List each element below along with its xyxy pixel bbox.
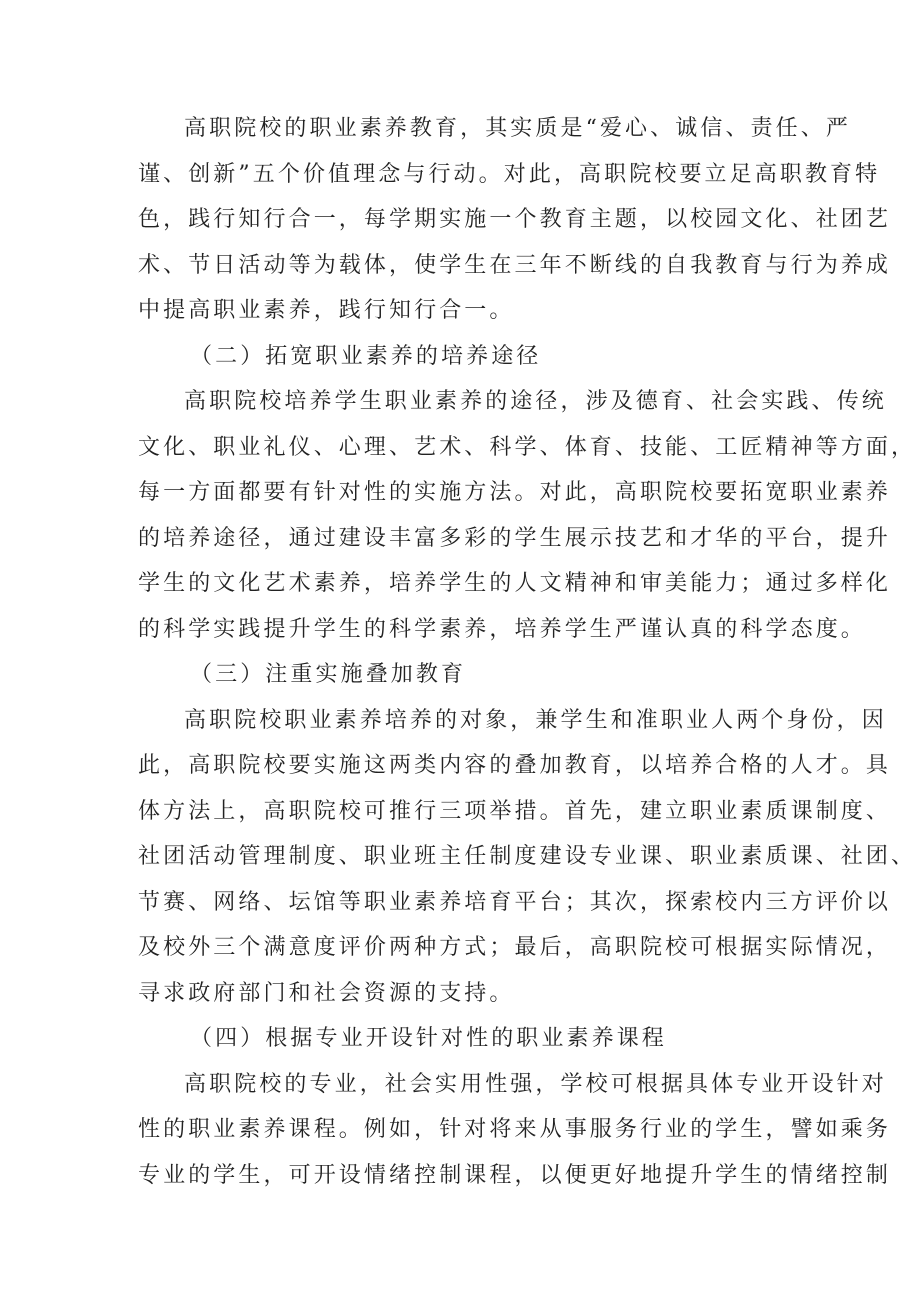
text-line: 节赛、网络、坛馆等职业素养培育平台；其次，探索校内三方评价以: [138, 889, 892, 915]
text-line: 学生的文化艺术素养，培养学生的人文精神和审美能力；通过多样化: [138, 571, 892, 596]
text-line: 专业的学生，可开设情绪控制课程，以便更好地提升学生的情绪控制: [138, 1162, 892, 1188]
text-line: 谨、创新”五个价值理念与行动。对此，高职院校要立足高职教育特: [138, 161, 881, 187]
text-line: 寻求政府部门和社会资源的支持。: [138, 980, 515, 1006]
text-line: 体方法上，高职院校可推行三项举措。首先，建立职业素质课制度、: [138, 798, 892, 824]
text-line: 及校外三个满意度评价两种方式；最后，高职院校可根据实际情况，: [138, 935, 892, 960]
text-line: 术、节日活动等为载体，使学生在三年不断线的自我教育与行为养成: [138, 252, 892, 278]
text-line: 文化、职业礼仪、心理、艺术、科学、体育、技能、工匠精神等方面，: [138, 434, 917, 460]
text-line: 此，高职院校要实施这两类内容的叠加教育，以培养合格的人才。具: [138, 753, 892, 778]
text-line: 高职院校培养学生职业素养的途径，涉及德育、社会实践、传统: [184, 389, 887, 414]
text-line: 性的职业素养课程。例如，针对将来从事服务行业的学生，譬如乘务: [138, 1117, 892, 1142]
text-line: 中提高职业素养，践行知行合一。: [138, 298, 515, 323]
text-line: 色，践行知行合一，每学期实施一个教育主题，以校园文化、社团艺: [138, 207, 892, 232]
body-text: [138, 106, 917, 1198]
text-line: 高职院校的专业，社会实用性强，学校可根据具体专业开设针对: [184, 1071, 887, 1097]
section-heading-4: （四）根据专业开设针对性的职业素养课程: [190, 1026, 667, 1051]
text-line: 社团活动管理制度、职业班主任制度建设专业课、职业素质课、社团、: [138, 844, 917, 869]
text-line: 高职院校职业素养培养的对象，兼学生和准职业人两个身份，因: [184, 707, 887, 733]
text-line: 每一方面都要有针对性的实施方法。对此，高职院校要拓宽职业素养: [138, 480, 892, 505]
text-line: 高职院校的职业素养教育，其实质是“爱心、诚信、责任、严: [184, 116, 851, 141]
section-heading-2: （二）拓宽职业素养的培养途径: [190, 343, 542, 369]
section-heading-3: （三）注重实施叠加教育: [190, 662, 467, 687]
text-line: 的科学实践提升学生的科学素养，培养学生严谨认真的科学态度。: [138, 616, 866, 642]
text-line: 的培养途径，通过建设丰富多彩的学生展示技艺和才华的平台，提升: [138, 525, 892, 551]
